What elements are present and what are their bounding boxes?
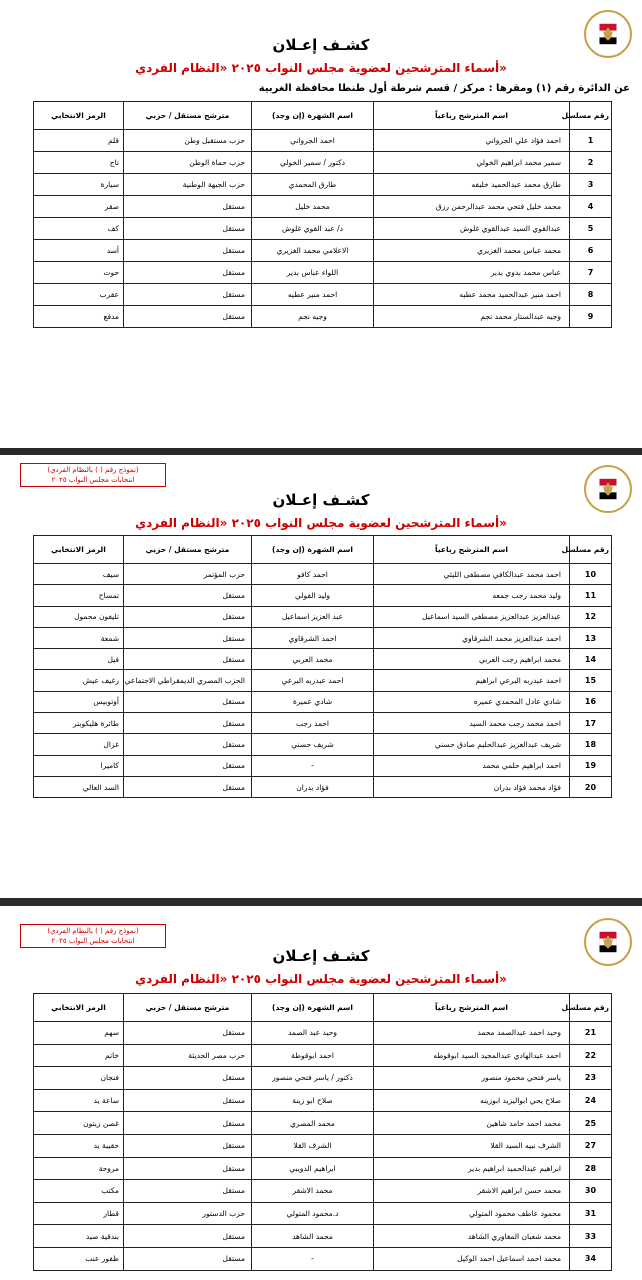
candidate-row bbox=[34, 691, 612, 712]
announcement-page-1 bbox=[0, 0, 642, 448]
candidate-row bbox=[34, 1112, 612, 1135]
known-as-cell: شريف حسني bbox=[252, 734, 374, 755]
known-as-cell: د.محمود المتولي bbox=[252, 1202, 374, 1225]
symbol-cell: السد العالي bbox=[34, 776, 124, 797]
symbol-cell: سيف bbox=[34, 564, 124, 585]
symbol-cell: تمساح bbox=[34, 585, 124, 606]
form-number-box bbox=[20, 924, 166, 948]
candidate-row bbox=[34, 627, 612, 648]
known-as-cell: محمد المصري bbox=[252, 1112, 374, 1135]
symbol-cell: عقرب bbox=[34, 284, 124, 306]
candidate-row bbox=[34, 585, 612, 606]
candidates-table bbox=[33, 535, 612, 798]
candidate-name-cell: محمود عاطف محمود المتولي bbox=[374, 1202, 570, 1225]
candidate-type-cell: حزب الجبهة الوطنية bbox=[124, 174, 252, 196]
serial-cell: 11 bbox=[570, 585, 612, 606]
candidate-name-cell: وجيه عبدالستار محمد نجم bbox=[374, 306, 570, 328]
candidates-table bbox=[33, 101, 612, 328]
symbol-cell: سيارة bbox=[34, 174, 124, 196]
page-title: كشـف إعـلان bbox=[272, 36, 370, 54]
candidate-name-cell: وحيد احمد عبدالصمد محمد bbox=[374, 1022, 570, 1045]
header-serial: رقم مسلسل bbox=[570, 536, 612, 564]
symbol-cell: ظفور عنب bbox=[34, 1247, 124, 1270]
header-symbol: الرمز الانتخابي bbox=[34, 536, 124, 564]
symbol-cell: أوتوبيس bbox=[34, 691, 124, 712]
candidate-type-cell: مستقل bbox=[124, 691, 252, 712]
candidate-type-cell: حزب مصر الحديثة bbox=[124, 1044, 252, 1067]
candidate-type-cell: مستقل bbox=[124, 627, 252, 648]
candidate-row bbox=[34, 606, 612, 627]
serial-cell: 20 bbox=[570, 776, 612, 797]
candidate-name-cell: وليد محمد رجب جمعه bbox=[374, 585, 570, 606]
candidate-type-cell: مستقل bbox=[124, 218, 252, 240]
symbol-cell: طائرة هليكوبتر bbox=[34, 713, 124, 734]
candidate-row bbox=[34, 196, 612, 218]
symbol-cell: رغيف عيش bbox=[34, 670, 124, 691]
known-as-cell: الشرف القلا bbox=[252, 1134, 374, 1157]
page-title: كشـف إعـلان bbox=[272, 491, 370, 509]
symbol-cell: أسد bbox=[34, 240, 124, 262]
header-known-as: اسم الشهرة (إن وجد) bbox=[252, 102, 374, 130]
candidate-type-cell: مستقل bbox=[124, 1225, 252, 1248]
known-as-cell: احمد ابوقوطة bbox=[252, 1044, 374, 1067]
known-as-cell: وجيه نجم bbox=[252, 306, 374, 328]
known-as-cell: طارق المحمدي bbox=[252, 174, 374, 196]
candidate-name-cell: فؤاد محمد فؤاد بدران bbox=[374, 776, 570, 797]
candidate-name-cell: عبدالعزيز عبدالعزيز مصطفى السيد اسماعيل bbox=[374, 606, 570, 627]
candidate-name-cell: محمد حسن ابراهيم الاشقر bbox=[374, 1180, 570, 1203]
serial-cell: 7 bbox=[570, 262, 612, 284]
known-as-cell: وحيد عبد الصمد bbox=[252, 1022, 374, 1045]
candidate-type-cell: مستقل bbox=[124, 196, 252, 218]
announcement-page-2 bbox=[0, 455, 642, 898]
known-as-cell: د/ عبد القوي غلوش bbox=[252, 218, 374, 240]
serial-cell: 19 bbox=[570, 755, 612, 776]
known-as-cell: - bbox=[252, 1247, 374, 1270]
known-as-cell: دكتور / ياسر فتحي منصور bbox=[252, 1067, 374, 1090]
known-as-cell: احمد رجب bbox=[252, 713, 374, 734]
serial-cell: 9 bbox=[570, 306, 612, 328]
candidate-name-cell: شادي عادل المحمدي عميره bbox=[374, 691, 570, 712]
candidate-row bbox=[34, 776, 612, 797]
candidate-type-cell: حزب مستقبل وطن bbox=[124, 130, 252, 152]
candidate-name-cell: احمد ابراهيم حلمي محمد bbox=[374, 755, 570, 776]
candidate-row bbox=[34, 174, 612, 196]
header-name: اسم المترشح رباعياً bbox=[374, 536, 570, 564]
serial-cell: 5 bbox=[570, 218, 612, 240]
candidate-row bbox=[34, 240, 612, 262]
known-as-cell: احمد كافو bbox=[252, 564, 374, 585]
candidate-type-cell: مستقل bbox=[124, 284, 252, 306]
symbol-cell: ساعة يد bbox=[34, 1089, 124, 1112]
serial-cell: 21 bbox=[570, 1022, 612, 1045]
known-as-cell: محمد العربي bbox=[252, 649, 374, 670]
candidate-row bbox=[34, 1089, 612, 1112]
candidate-row bbox=[34, 755, 612, 776]
candidate-row bbox=[34, 284, 612, 306]
candidate-type-cell: مستقل bbox=[124, 1089, 252, 1112]
serial-cell: 18 bbox=[570, 734, 612, 755]
symbol-cell: كف bbox=[34, 218, 124, 240]
known-as-cell: احمد الشرقاوي bbox=[252, 627, 374, 648]
serial-cell: 24 bbox=[570, 1089, 612, 1112]
serial-cell: 15 bbox=[570, 670, 612, 691]
serial-cell: 13 bbox=[570, 627, 612, 648]
known-as-cell: محمد خليل bbox=[252, 196, 374, 218]
candidate-row bbox=[34, 1044, 612, 1067]
header-name: اسم المترشح رباعياً bbox=[374, 102, 570, 130]
candidate-type-cell: مستقل bbox=[124, 1134, 252, 1157]
serial-cell: 22 bbox=[570, 1044, 612, 1067]
candidate-type-cell: مستقل bbox=[124, 1022, 252, 1045]
page-subtitle: أسماء المترشحين لعضوية مجلس النواب ٢٠٢٥ «النظام الفردي» bbox=[135, 516, 507, 530]
known-as-cell: احمد منير عطيه bbox=[252, 284, 374, 306]
known-as-cell: محمد الشاهد bbox=[252, 1225, 374, 1248]
known-as-cell: محمد الاشقر bbox=[252, 1180, 374, 1203]
known-as-cell: عبد العزيز اسماعيل bbox=[252, 606, 374, 627]
known-as-cell: وليد الفولي bbox=[252, 585, 374, 606]
candidate-name-cell: عباس محمد بدوي بدير bbox=[374, 262, 570, 284]
candidate-type-cell: مستقل bbox=[124, 1180, 252, 1203]
candidate-name-cell: احمد فؤاد علي الجرواني bbox=[374, 130, 570, 152]
header-type: مترشح مستقل / حزبي bbox=[124, 536, 252, 564]
serial-cell: 17 bbox=[570, 713, 612, 734]
candidate-type-cell: حزب الدستور bbox=[124, 1202, 252, 1225]
known-as-cell: شادي عميرة bbox=[252, 691, 374, 712]
known-as-cell: احمد عبدربه البرعي bbox=[252, 670, 374, 691]
candidate-row bbox=[34, 1225, 612, 1248]
candidate-type-cell: مستقل bbox=[124, 240, 252, 262]
candidate-row bbox=[34, 734, 612, 755]
candidate-row bbox=[34, 1134, 612, 1157]
candidate-type-cell: حزب حماة الوطن bbox=[124, 152, 252, 174]
candidate-type-cell: مستقل bbox=[124, 1247, 252, 1270]
symbol-cell: تليفون محمول bbox=[34, 606, 124, 627]
candidate-name-cell: احمد محمد رجب محمد السيد bbox=[374, 713, 570, 734]
candidate-name-cell: احمد منير عبدالحميد محمد عطيه bbox=[374, 284, 570, 306]
form-box-line1: (نموذج رقم ( ) بالنظام الفردي) bbox=[47, 466, 139, 474]
candidate-type-cell: مستقل bbox=[124, 306, 252, 328]
known-as-cell: دكتور / سمير الخولي bbox=[252, 152, 374, 174]
known-as-cell: صلاح ابو زينة bbox=[252, 1089, 374, 1112]
serial-cell: 10 bbox=[570, 564, 612, 585]
candidate-name-cell: شريف عبدالعزيز عبدالحليم صادق حسني bbox=[374, 734, 570, 755]
header-serial: رقم مسلسل bbox=[570, 102, 612, 130]
form-number-box bbox=[20, 463, 166, 487]
serial-cell: 1 bbox=[570, 130, 612, 152]
page-subtitle: أسماء المترشحين لعضوية مجلس النواب ٢٠٢٥ «النظام الفردي» bbox=[135, 972, 507, 986]
serial-cell: 34 bbox=[570, 1247, 612, 1270]
symbol-cell: مدفع bbox=[34, 306, 124, 328]
candidate-type-cell: مستقل bbox=[124, 713, 252, 734]
candidate-row bbox=[34, 130, 612, 152]
candidate-type-cell: مستقل bbox=[124, 1112, 252, 1135]
symbol-cell: شمعة bbox=[34, 627, 124, 648]
candidate-name-cell: محمد احمد حامد شاهين bbox=[374, 1112, 570, 1135]
candidate-type-cell: مستقل bbox=[124, 734, 252, 755]
candidate-row bbox=[34, 713, 612, 734]
symbol-cell: غزال bbox=[34, 734, 124, 755]
serial-cell: 2 bbox=[570, 152, 612, 174]
candidate-type-cell: مستقل bbox=[124, 755, 252, 776]
candidate-name-cell: محمد خليل فتحي محمد عبدالرحمن رزق bbox=[374, 196, 570, 218]
candidate-row bbox=[34, 218, 612, 240]
candidate-type-cell: حزب المؤتمر bbox=[124, 564, 252, 585]
page-subtitle: أسماء المترشحين لعضوية مجلس النواب ٢٠٢٥ «النظام الفردي» bbox=[135, 61, 507, 75]
candidate-row bbox=[34, 1067, 612, 1090]
symbol-cell: تاج bbox=[34, 152, 124, 174]
candidate-row bbox=[34, 1202, 612, 1225]
serial-cell: 33 bbox=[570, 1225, 612, 1248]
header-known-as: اسم الشهرة (إن وجد) bbox=[252, 994, 374, 1022]
header-type: مترشح مستقل / حزبي bbox=[124, 994, 252, 1022]
symbol-cell: مكتب bbox=[34, 1180, 124, 1203]
symbol-cell: سهم bbox=[34, 1022, 124, 1045]
symbol-cell: فيل bbox=[34, 649, 124, 670]
header-known-as: اسم الشهرة (إن وجد) bbox=[252, 536, 374, 564]
candidate-name-cell: ابراهيم عبدالحميد ابراهيم بدير bbox=[374, 1157, 570, 1180]
candidate-name-cell: احمد عبدالعزيز محمد الشرقاوي bbox=[374, 627, 570, 648]
candidate-name-cell: احمد عبدربه البرعي ابراهيم bbox=[374, 670, 570, 691]
candidate-row bbox=[34, 152, 612, 174]
symbol-cell: قلم bbox=[34, 130, 124, 152]
candidate-name-cell: عبدالقوي السيد عبدالقوي غلوش bbox=[374, 218, 570, 240]
serial-cell: 27 bbox=[570, 1134, 612, 1157]
candidate-name-cell: طارق محمد عبدالحميد خليفه bbox=[374, 174, 570, 196]
candidate-type-cell: الحزب المصري الديمقراطي الاجتماعي bbox=[124, 670, 252, 691]
candidate-row bbox=[34, 1180, 612, 1203]
candidate-row bbox=[34, 649, 612, 670]
serial-cell: 12 bbox=[570, 606, 612, 627]
candidate-row bbox=[34, 262, 612, 284]
header-serial: رقم مسلسل bbox=[570, 994, 612, 1022]
candidate-row bbox=[34, 670, 612, 691]
candidate-type-cell: مستقل bbox=[124, 585, 252, 606]
header-type: مترشح مستقل / حزبي bbox=[124, 102, 252, 130]
symbol-cell: مروحة bbox=[34, 1157, 124, 1180]
symbol-cell: خاتم bbox=[34, 1044, 124, 1067]
candidate-name-cell: احمد محمد عبدالكافي مصطفى الليثي bbox=[374, 564, 570, 585]
serial-cell: 30 bbox=[570, 1180, 612, 1203]
header-name: اسم المترشح رباعياً bbox=[374, 994, 570, 1022]
header-symbol: الرمز الانتخابي bbox=[34, 102, 124, 130]
candidate-row bbox=[34, 306, 612, 328]
candidate-row bbox=[34, 564, 612, 585]
serial-cell: 16 bbox=[570, 691, 612, 712]
known-as-cell: اللواء عباس بدير bbox=[252, 262, 374, 284]
symbol-cell: قطار bbox=[34, 1202, 124, 1225]
serial-cell: 6 bbox=[570, 240, 612, 262]
known-as-cell: الاعلامي محمد الغزيري bbox=[252, 240, 374, 262]
serial-cell: 8 bbox=[570, 284, 612, 306]
known-as-cell: ابراهيم الدويبي bbox=[252, 1157, 374, 1180]
symbol-cell: صقر bbox=[34, 196, 124, 218]
candidate-type-cell: مستقل bbox=[124, 262, 252, 284]
serial-cell: 4 bbox=[570, 196, 612, 218]
symbol-cell: بندقية صيد bbox=[34, 1225, 124, 1248]
serial-cell: 25 bbox=[570, 1112, 612, 1135]
symbol-cell: حقيبة يد bbox=[34, 1134, 124, 1157]
symbol-cell: حوت bbox=[34, 262, 124, 284]
known-as-cell: فؤاد بدران bbox=[252, 776, 374, 797]
candidate-name-cell: محمد ابراهيم رجب العربي bbox=[374, 649, 570, 670]
candidate-row bbox=[34, 1247, 612, 1270]
form-box-line2: انتخابات مجلس النواب ٢٠٢٥ bbox=[51, 937, 135, 945]
symbol-cell: غصن زيتون bbox=[34, 1112, 124, 1135]
candidates-table bbox=[33, 993, 612, 1271]
candidate-type-cell: مستقل bbox=[124, 1157, 252, 1180]
symbol-cell: كاميرا bbox=[34, 755, 124, 776]
form-box-line2: انتخابات مجلس النواب ٢٠٢٥ bbox=[51, 476, 135, 484]
announcement-page-3 bbox=[0, 906, 642, 1280]
candidate-name-cell: ياسر فتحي محمود منصور bbox=[374, 1067, 570, 1090]
candidate-row bbox=[34, 1022, 612, 1045]
district-line: عن الدائرة رقم (١) ومقرها : مركز / قسم شرطة أول طنطا محافظة الغربية bbox=[258, 83, 630, 94]
serial-cell: 3 bbox=[570, 174, 612, 196]
header-symbol: الرمز الانتخابي bbox=[34, 994, 124, 1022]
candidate-row bbox=[34, 1157, 612, 1180]
candidate-type-cell: مستقل bbox=[124, 1067, 252, 1090]
symbol-cell: فنجان bbox=[34, 1067, 124, 1090]
candidate-name-cell: محمد احمد اسماعيل احمد الوكيل bbox=[374, 1247, 570, 1270]
form-box-line1: (نموذج رقم ( ) بالنظام الفردي) bbox=[47, 927, 139, 935]
candidate-type-cell: مستقل bbox=[124, 649, 252, 670]
page-title: كشـف إعـلان bbox=[272, 947, 370, 965]
known-as-cell: احمد الجرواني bbox=[252, 130, 374, 152]
serial-cell: 28 bbox=[570, 1157, 612, 1180]
candidate-name-cell: سمير محمد ابراهيم الخولي bbox=[374, 152, 570, 174]
candidate-name-cell: الشرف نبيه السيد القلا bbox=[374, 1134, 570, 1157]
candidate-name-cell: صلاح يحي ابواليزيد ابوزينه bbox=[374, 1089, 570, 1112]
candidate-type-cell: مستقل bbox=[124, 776, 252, 797]
known-as-cell: - bbox=[252, 755, 374, 776]
serial-cell: 23 bbox=[570, 1067, 612, 1090]
candidate-name-cell: احمد عبدالهادي عبدالمجيد السيد ابوقوطه bbox=[374, 1044, 570, 1067]
candidate-type-cell: مستقل bbox=[124, 606, 252, 627]
candidate-name-cell: محمد شعبان المغاوري الشاهد bbox=[374, 1225, 570, 1248]
candidate-name-cell: محمد عباس محمد الغزيري bbox=[374, 240, 570, 262]
serial-cell: 14 bbox=[570, 649, 612, 670]
serial-cell: 31 bbox=[570, 1202, 612, 1225]
